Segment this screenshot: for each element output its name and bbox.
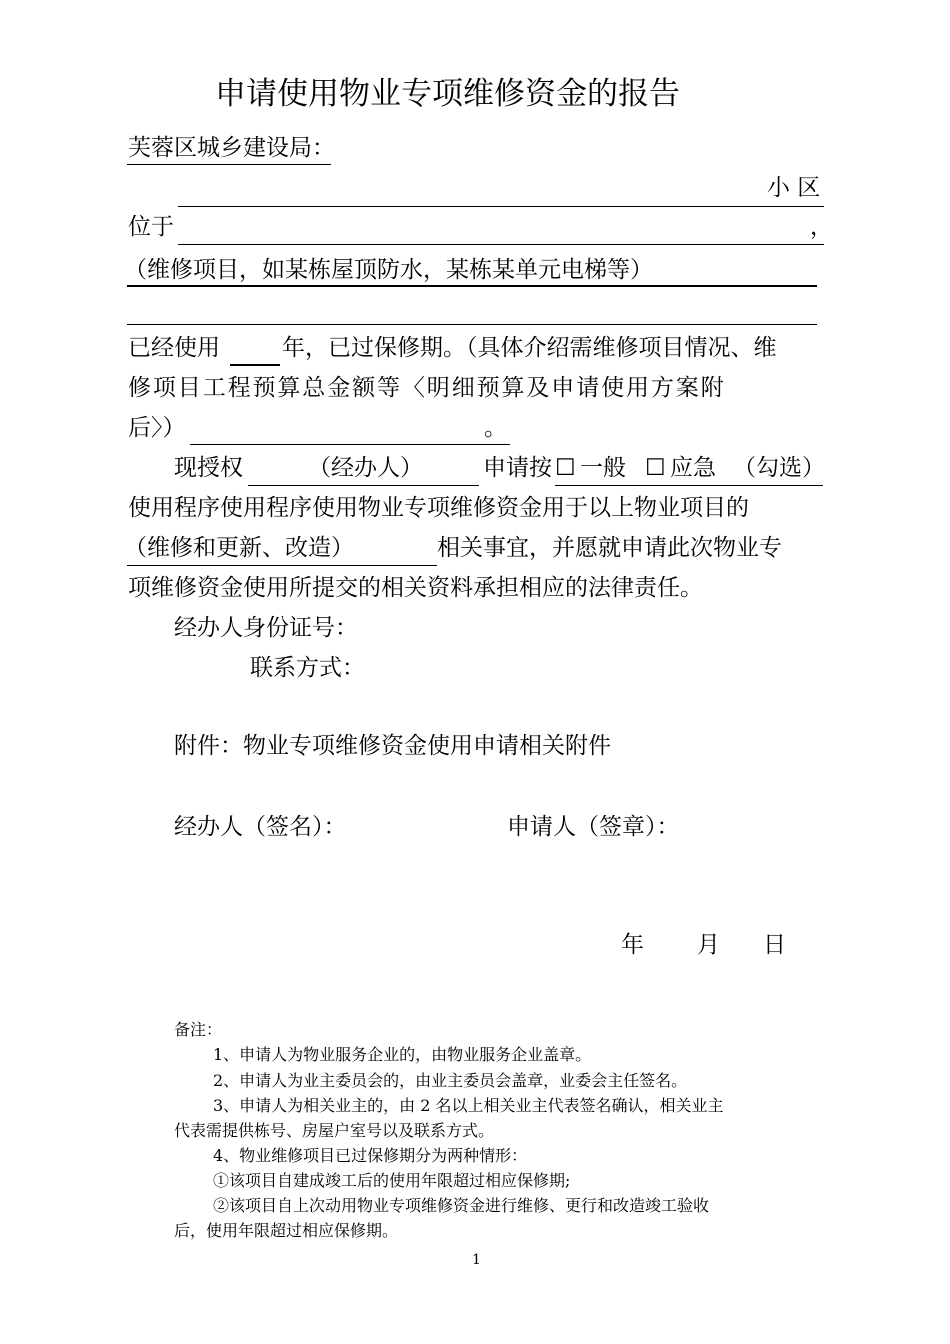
document-title: 申请使用物业专项维修资金的报告 [215, 76, 680, 112]
date-month: 月 [697, 932, 720, 958]
para1-line3-start: 后〉） [128, 415, 186, 441]
details-blank [190, 444, 510, 445]
years-blank [230, 364, 280, 366]
para1-line2: 修项目工程预算总金额等〈明细预算及申请使用方案附 [128, 375, 726, 401]
contact-label: 联系方式： [250, 655, 365, 681]
attachment-line: 附件：物业专项维修资金使用申请相关附件 [174, 733, 611, 759]
applicant-seal-label: 申请人（签章）： [507, 814, 680, 840]
location-blank-line [178, 244, 824, 245]
project-hint-underline [127, 285, 817, 287]
repair-type-blank [127, 565, 437, 566]
para2-line2: 使用程序使用程序使用物业专项维修资金用于以上物业项目的 [128, 495, 749, 521]
apply-by-label: 申请按 [483, 455, 552, 481]
para1-used-label: 已经使用 [128, 335, 220, 361]
addressee-underline [127, 164, 331, 165]
note-item: 后，使用年限超过相应保修期。 [174, 1221, 399, 1240]
agent-placeholder: （经办人） [308, 455, 423, 481]
agent-blank [248, 485, 479, 486]
para1-line3-end: 。 [484, 415, 507, 441]
note-item: 代表需提供栋号、房屋户室号以及联系方式。 [174, 1121, 495, 1140]
note-item: ②该项目自上次动用物业专项维修资金进行维修、更行和改造竣工验收 [213, 1196, 710, 1215]
para2-line4: 项维修资金使用所提交的相关资料承担相应的法律责任。 [128, 575, 703, 601]
project-hint: （维修项目，如某栋屋顶防水，某栋某单元电梯等） [124, 257, 653, 283]
agent-signature-label: 经办人（签名）： [174, 814, 347, 840]
tick-hint: （勾选） [733, 455, 825, 481]
date-day: 日 [763, 932, 786, 958]
repair-type-placeholder: （维修和更新、改造） [124, 535, 354, 561]
community-suffix: 小 区 [767, 175, 821, 201]
para1-line1-rest: 年，已过保修期。（具体介绍需维修项目情况、维 [282, 335, 777, 361]
checkbox-general[interactable]: ☐ [555, 455, 576, 481]
blank-line-extra [127, 324, 817, 325]
para2-line3-rest: 相关事宜，并愿就申请此次物业专 [437, 535, 782, 561]
para2-authorize: 现授权 [174, 455, 243, 481]
note-item: 1、申请人为物业服务企业的，由物业服务企业盖章。 [213, 1045, 592, 1064]
date-year: 年 [621, 932, 644, 958]
location-label: 位于 [128, 214, 174, 240]
location-comma: ， [810, 214, 833, 240]
notes-heading: 备注： [174, 1020, 223, 1039]
note-item: 3、申请人为相关业主的，由 2 名以上相关业主代表签名确认，相关业主 [213, 1096, 724, 1115]
note-item: 2、申请人为业主委员会的，由业主委员会盖章，业委会主任签名。 [213, 1071, 688, 1090]
addressee: 芙蓉区城乡建设局： [128, 135, 335, 161]
agent-id-label: 经办人身份证号： [174, 615, 358, 641]
options-underline [555, 485, 823, 486]
checkbox-emergency[interactable]: ☐ [645, 455, 666, 481]
option-emergency-label: 应急 [670, 455, 716, 481]
community-blank-line [178, 206, 824, 207]
page-number: 1 [472, 1252, 481, 1268]
note-item: 4、物业维修项目已过保修期分为两种情形： [213, 1146, 528, 1165]
note-item: ①该项目自建成竣工后的使用年限超过相应保修期; [213, 1171, 571, 1190]
option-general-label: 一般 [580, 455, 626, 481]
